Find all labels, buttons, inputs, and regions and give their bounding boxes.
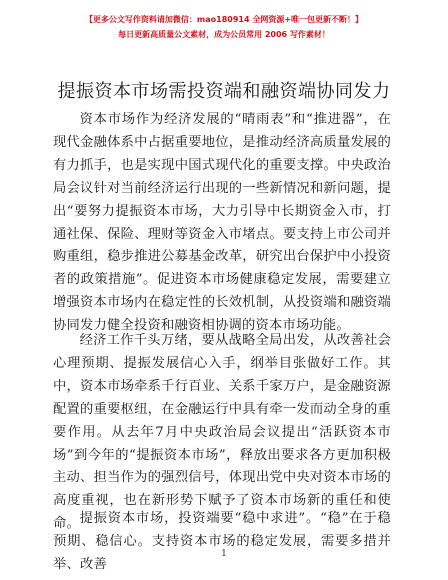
promo-banner-line-2: 每日更新高质量公文素材，成为公员常用 2006 写作素材！ <box>118 30 330 39</box>
paragraph-1: 资本市场作为经济发展的“晴雨表”和“推进器”，在现代金融体系中占据重要地位，是推动经济高质量发展的有力抓手，也是实现中国式现代化的重要支撑。中央政治局会议针对当前经济运行出现的一些新情况和新问题，提出“要努力提振资本市场，大力引导中长期资金入市，打通社保、保险、理财等资金入市堵点。要支持上市公司并购重组，稳步推进公募基金改革，研究出台保护中小投资者的政策措施”。促进资本市场健康稳定发展，需要建立增强资本市场内在稳定性的长效机制，从投资端和融资端协同发力健全投资和融资相协调的资本市场功能。 <box>53 112 391 334</box>
paragraph-2: 经济工作千头万绪，要从战略全局出发，从改善社会心理预期、提振发展信心入手，纲举目张做好工作。其中，资本市场牵系千行百业、关系千家万户，是金融资源配置的重要枢纽，在金融运行中具有牵一发而动全身的重要作用。从去年7月中央政治局会议提出“活跃资本市场”到今年的“提振资本市场”，释放出要求各方更加积极主动、担当作为的强烈信号，体现出党中央对资本市场的高度重视，也在新形势下赋予了资本市场新的重任和使命。 <box>53 333 391 532</box>
document-title: 提振资本市场需投资端和融资端协同发力 <box>57 81 391 102</box>
page-number: 1 <box>221 549 227 559</box>
promo-banner-line-1: 【更多公文写作资料请加微信：mao180914 全网资源+唯一包更新不断！】 <box>84 15 364 24</box>
paragraph-3: 提振资本市场，投资端要“稳中求进”。“稳”在于稳预期、稳信心。支持资本市场的稳定发展，需要多措并举、改善 <box>53 511 391 572</box>
